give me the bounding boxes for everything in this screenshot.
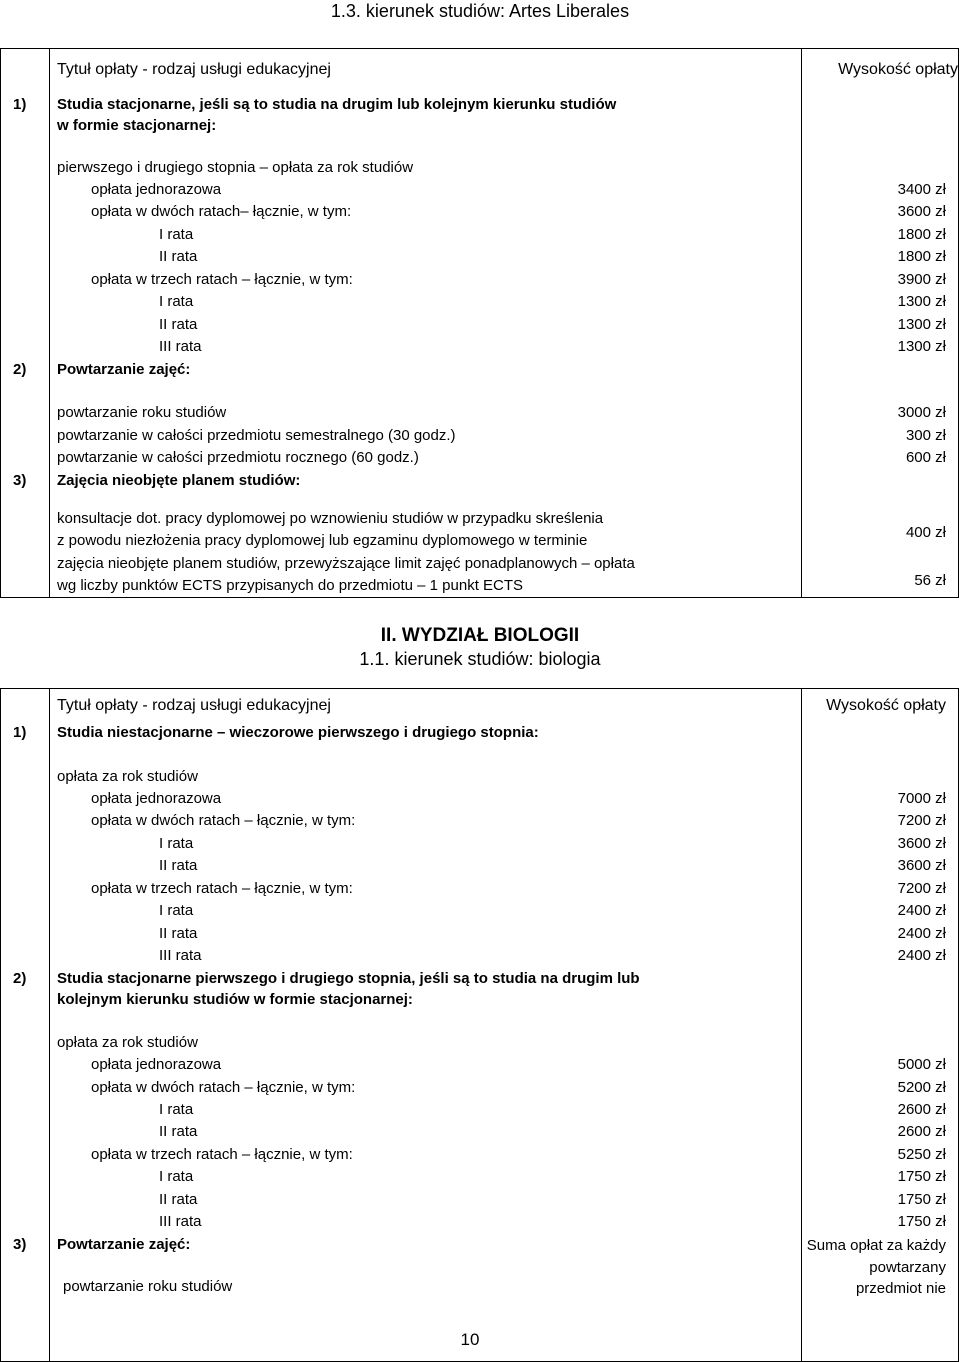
fee-row <box>1 246 958 268</box>
fee-label: powtarzanie roku studiów <box>63 1278 233 1295</box>
fee-row <box>1 1211 958 1233</box>
fee-label: opłata jednorazowa <box>91 790 222 807</box>
fee-label: zajęcia nieobjęte planem studiów, przewyższające limit zajęć ponadplanowych – opłata <box>57 555 635 572</box>
page-number: 10 <box>460 1330 480 1349</box>
fee-row <box>1 1189 958 1211</box>
fee-value: 56 zł <box>914 572 946 589</box>
fee-value: 2400 zł <box>897 925 946 942</box>
fee-label: II rata <box>159 316 198 333</box>
section-heading <box>1 722 958 744</box>
fee-row <box>1 179 958 201</box>
fee-value: 1750 zł <box>897 1168 946 1185</box>
col-title-header: Tytuł opłaty - rodzaj usługi edukacyjnej <box>57 697 331 714</box>
fee-label: z powodu niezłożenia pracy dyplomowej lub egzaminu dyplomowego w terminie <box>57 532 588 549</box>
fee-label: I rata <box>159 1101 194 1118</box>
section-heading <box>1 359 958 381</box>
section-heading <box>1 968 958 990</box>
fee-value: 2600 zł <box>897 1123 946 1140</box>
fee-value: 5200 zł <box>897 1079 946 1096</box>
fee-label: III rata <box>159 1213 202 1230</box>
section-title-line: Powtarzanie zajęć: <box>57 361 191 378</box>
section-title-line: Studia stacjonarne, jeśli są to studia na drugim lub kolejnym kierunku studiów <box>57 96 617 113</box>
fee-label: II rata <box>159 857 198 874</box>
fee-row <box>1 833 958 855</box>
fee-value: 2400 zł <box>897 947 946 964</box>
fee-row <box>1 425 958 447</box>
fee-value: 3600 zł <box>897 835 946 852</box>
section-number: 3) <box>13 472 27 489</box>
fee-row <box>1 855 958 877</box>
fee-label: opłata w trzech ratach – łącznie, w tym: <box>91 271 353 288</box>
fee-row <box>1 1166 958 1188</box>
fee-row <box>1 1054 958 1076</box>
fee-value: 1300 zł <box>897 316 946 333</box>
fee-value: 3400 zł <box>897 181 946 198</box>
fee-label: pierwszego i drugiego stopnia – opłata za rok studiów <box>57 159 414 176</box>
section-number: 1) <box>13 724 27 741</box>
fee-label: I rata <box>159 835 194 852</box>
fee-value: 3600 zł <box>897 857 946 874</box>
section-title: 1.3. kierunek studiów: Artes Liberales <box>330 1 630 21</box>
section-number: 2) <box>13 970 27 987</box>
fee-label: III rata <box>159 947 202 964</box>
fee-value: 1300 zł <box>897 338 946 355</box>
fee-value: 600 zł <box>905 449 946 466</box>
fee-label: opłata w dwóch ratach – łącznie, w tym: <box>91 1079 356 1096</box>
fee-value: 1300 zł <box>897 293 946 310</box>
fee-label: powtarzanie roku studiów <box>57 404 227 421</box>
fee-row <box>1 878 958 900</box>
fee-value: 2400 zł <box>897 902 946 919</box>
col-amount-header: Wysokość opłaty <box>826 697 946 714</box>
fee-label: opłata jednorazowa <box>91 1056 222 1073</box>
fee-row <box>1 945 958 967</box>
fee-row <box>1 1144 958 1166</box>
fee-label: opłata za rok studiów <box>57 768 198 785</box>
fee-label: II rata <box>159 1123 198 1140</box>
fee-row <box>1 788 958 810</box>
fee-row <box>1 766 958 788</box>
fee-label: I rata <box>159 226 194 243</box>
fee-value: 1800 zł <box>897 248 946 265</box>
fee-row <box>1 314 958 336</box>
fee-row <box>1 291 958 313</box>
fee-label: opłata za rok studiów <box>57 1034 198 1051</box>
fee-label: konsultacje dot. pracy dyplomowej po wznowieniu studiów w przypadku skreślenia <box>57 510 604 527</box>
fee-label: I rata <box>159 293 194 310</box>
fee-value: 1800 zł <box>897 226 946 243</box>
section-number: 3) <box>13 1236 27 1253</box>
fee-label: powtarzanie w całości przedmiotu semestralnego (30 godz.) <box>57 427 456 444</box>
col-amount-header: Wysokość opłaty <box>838 61 958 78</box>
col-title-header: Tytuł opłaty - rodzaj usługi edukacyjnej <box>57 61 331 78</box>
section-title-line: Studia niestacjonarne – wieczorowe pierwszego i drugiego stopnia: <box>57 724 539 741</box>
fee-row-value <box>1 522 958 544</box>
fee-value: 2600 zł <box>897 1101 946 1118</box>
fee-label: opłata w dwóch ratach – łącznie, w tym: <box>91 812 356 829</box>
fee-label: II rata <box>159 1191 198 1208</box>
section-heading-cont <box>1 989 958 1011</box>
fee-value: 400 zł <box>905 524 946 541</box>
field-of-study-heading: 1.1. kierunek studiów: biologia <box>359 649 601 669</box>
fee-row <box>1 336 958 358</box>
fee-label: I rata <box>159 902 194 919</box>
fee-row <box>1 1099 958 1121</box>
fee-row-value <box>1 570 958 592</box>
table-header <box>1 59 958 81</box>
section-title-line: kolejnym kierunku studiów w formie stacjonarnej: <box>57 991 413 1008</box>
section-heading-cont <box>1 115 958 137</box>
fee-row <box>1 810 958 832</box>
fee-label: II rata <box>159 248 198 265</box>
section-heading <box>1 94 958 116</box>
fee-note: Suma opłat za każdy powtarzany przedmiot nie <box>806 1237 946 1297</box>
fee-label: opłata w trzech ratach – łącznie, w tym: <box>91 1146 353 1163</box>
fee-row <box>1 447 958 469</box>
fee-value: 3600 zł <box>897 203 946 220</box>
fee-value: 3000 zł <box>897 404 946 421</box>
fee-row <box>1 900 958 922</box>
section-number: 2) <box>13 361 27 378</box>
fee-row <box>1 269 958 291</box>
section-title-line: Powtarzanie zajęć: <box>57 1236 191 1253</box>
fee-value: 3900 zł <box>897 271 946 288</box>
fee-row <box>1 224 958 246</box>
section-title-line: Studia stacjonarne pierwszego i drugiego stopnia, jeśli są to studia na drugim lub <box>57 970 640 987</box>
fee-table-biologia <box>0 688 959 1362</box>
fee-value: 5250 zł <box>897 1146 946 1163</box>
fee-label: opłata w dwóch ratach– łącznie, w tym: <box>91 203 352 220</box>
fee-label: opłata w trzech ratach – łącznie, w tym: <box>91 880 353 897</box>
fee-row <box>1 1077 958 1099</box>
fee-value: 300 zł <box>905 427 946 444</box>
fee-row <box>1 1032 958 1054</box>
section-number: 1) <box>13 96 27 113</box>
fee-row <box>1 1121 958 1143</box>
fee-label: wg liczby punktów ECTS przypisanych do przedmiotu – 1 punkt ECTS <box>57 577 524 594</box>
fee-table-artes-liberales <box>0 48 959 598</box>
fee-value: 1750 zł <box>897 1191 946 1208</box>
fee-value: 7200 zł <box>897 812 946 829</box>
fee-row <box>1 923 958 945</box>
section-title-line: Zajęcia nieobjęte planem studiów: <box>57 472 301 489</box>
fee-label: III rata <box>159 338 202 355</box>
fee-value: 1750 zł <box>897 1213 946 1230</box>
section-heading <box>1 470 958 492</box>
fee-row <box>1 402 958 424</box>
faculty-heading: II. WYDZIAŁ BIOLOGII <box>380 625 580 646</box>
fee-label: opłata jednorazowa <box>91 181 222 198</box>
table-header <box>1 695 958 717</box>
section-title-line: w formie stacjonarnej: <box>57 117 217 134</box>
fee-value: 7000 zł <box>897 790 946 807</box>
fee-value: 7200 zł <box>897 880 946 897</box>
fee-row <box>1 201 958 223</box>
fee-value: 5000 zł <box>897 1056 946 1073</box>
fee-row <box>1 157 958 179</box>
fee-label: powtarzanie w całości przedmiotu rocznego (60 godz.) <box>57 449 419 466</box>
fee-label: II rata <box>159 925 198 942</box>
fee-label: I rata <box>159 1168 194 1185</box>
